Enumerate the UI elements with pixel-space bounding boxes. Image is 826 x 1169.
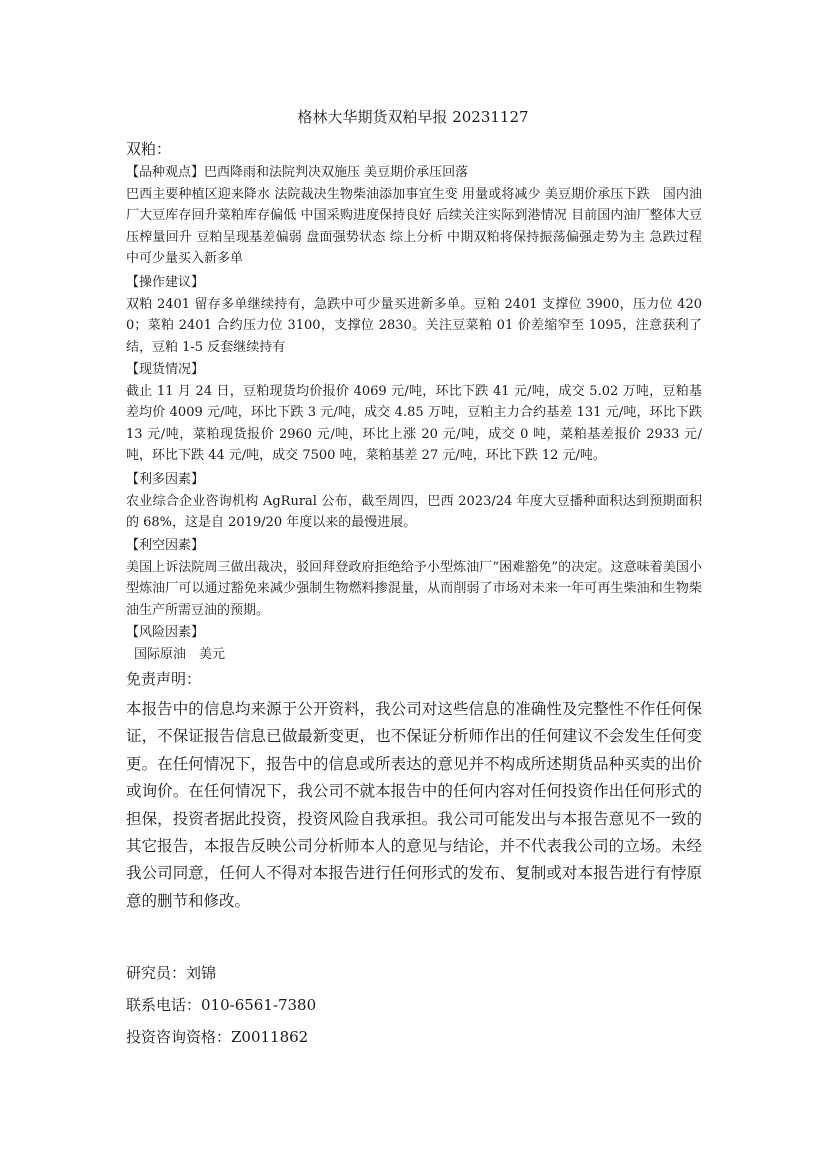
report-title: 格林大华期货双粕早报 20231127	[297, 108, 529, 126]
view-header: 【品种观点】巴西降雨和法院判决双施压 美豆期价承压回落	[126, 165, 469, 180]
risk-header: 【风险因素】	[126, 625, 205, 640]
bearish-body: 美国上诉法院周三做出裁决，驳回拜登政府拒绝给予小型炼油厂“困难豁免”的决定。这意味着美国小型炼油厂可以通过豁免来减少强制生物燃料掺混量，从而削弱了市场对未来一年可再生柴油和生物柴油生产所需豆油的预期。	[126, 560, 702, 618]
section-label: 双粕：	[126, 140, 172, 158]
advice-header: 【操作建议】	[126, 275, 205, 290]
spot-body: 截止 11 月 24 日，豆粕现货均价报价 4069 元/吨，环比下跌 41 元/吨，成交 5.02 万吨，豆粕基差均价 4009 元/吨，环比下跌 3 元/吨，成交 4.85 万吨，豆粕主力合约基差 131 元/吨，环比下跌 13 元/吨，菜粕现货报价 2960 元/吨，环比上涨 20 元/吨，成交 0 吨，菜粕基差报价 2933 元/吨，环比下跌 44 元/吨，成交 7500 吨，菜粕基差 27 元/吨，环比下跌 12 元/吨。	[126, 384, 702, 464]
disclaimer-label: 免责声明：	[126, 670, 202, 688]
disclaimer-body: 本报告中的信息均来源于公开资料，我公司对这些信息的准确性及完整性不作任何保证，不保证报告信息已做最新变更，也不保证分析师作出的任何建议不会发生任何变更。在任何情况下，报告中的信息或所表达的意见并不构成所述期货品种买卖的出价或询价。在任何情况下，我公司不就本报告中的任何内容对任何投资作出任何形式的担保，投资者据此投资，投资风险自我承担。我公司可能发出与本报告意见不一致的其它报告，本报告反映公司分析师本人的意见与结论，并不代表我公司的立场。未经我公司同意，任何人不得对本报告进行任何形式的发布、复制或对本报告进行有悖原意的删节和修改。	[126, 700, 702, 910]
advice-body: 双粕 2401 留存多单继续持有，急跌中可少量买进新多单。豆粕 2401 支撑位 3900，压力位 4200；菜粕 2401 合约压力位 3100，支撑位 2830。关注豆菜粕 01 价差缩窄至 1095，注意获利了结，豆粕 1-5 反套继续持有	[126, 297, 702, 355]
bullish-header: 【利多因素】	[126, 472, 205, 487]
researcher: 研究员：刘锦	[126, 964, 217, 982]
contact-phone: 联系电话：010-6561-7380	[126, 996, 317, 1014]
risk-body: 国际原油 美元	[134, 647, 226, 662]
spot-header: 【现货情况】	[126, 362, 205, 377]
qualification: 投资咨询资格：Z0011862	[126, 1028, 309, 1046]
bearish-header: 【利空因素】	[126, 538, 205, 553]
view-body: 巴西主要种植区迎来降水 法院裁决生物柴油添加事宜生变 用量或将减少 美豆期价承压下跌 国内油厂大豆库存回升菜粕库存偏低 中国采购进度保持良好 后续关注实际到港情况 目前国内油厂整体大豆压榨量回升 豆粕呈现基差偏弱 盘面强势状态 综上分析 中期双粕将保持振荡偏强走势为主 急跌过程中可少量买入新多单	[126, 187, 702, 267]
bullish-body: 农业综合企业咨询机构 AgRural 公布，截至周四，巴西 2023/24 年度大豆播种面积达到预期面积的 68%，这是自 2019/20 年度以来的最慢进展。	[126, 494, 702, 531]
